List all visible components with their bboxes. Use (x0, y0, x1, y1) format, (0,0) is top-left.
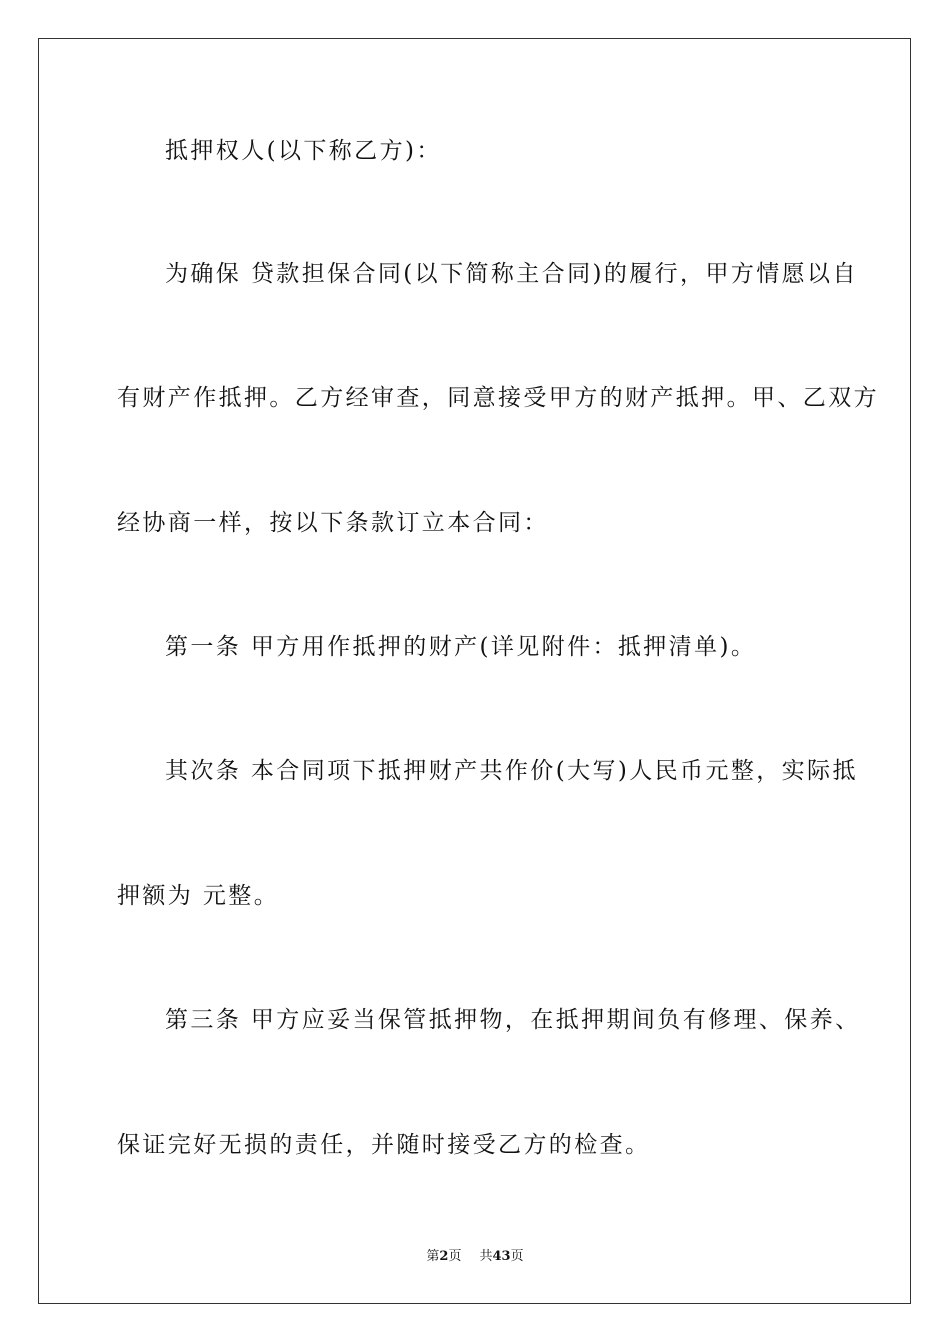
footer-total-suffix: 页 (510, 1249, 524, 1264)
page-border (38, 38, 911, 1304)
page-footer (0, 1248, 950, 1266)
line-article-3b: 保证完好无损的责任，并随时接受乙方的检查。 (117, 1132, 651, 1158)
line-article-2b: 押额为 元整。 (117, 883, 280, 909)
line-preamble-2: 有财产作抵押。乙方经审查，同意接受甲方的财产抵押。甲、乙双方 (117, 385, 879, 411)
footer-page-number: 2 (439, 1249, 449, 1264)
footer-page-prefix: 第 (426, 1249, 440, 1264)
line-article-1: 第一条 甲方用作抵押的财产(详见附件：抵押清单)。 (165, 634, 757, 660)
line-preamble-1: 为确保 贷款担保合同(以下简称主合同)的履行，甲方情愿以自 (165, 261, 858, 287)
footer-total-prefix: 共 (479, 1249, 493, 1264)
footer-page-suffix: 页 (448, 1249, 462, 1264)
line-preamble-3: 经协商一样，按以下条款订立本合同： (117, 510, 549, 536)
line-article-3a: 第三条 甲方应妥当保管抵押物，在抵押期间负有修理、保养、 (165, 1007, 861, 1033)
footer-total-pages: 43 (492, 1249, 511, 1264)
line-mortgagee: 抵押权人(以下称乙方)： (165, 138, 442, 164)
line-article-2a: 其次条 本合同项下抵押财产共作价(大写)人民币元整，实际抵 (165, 758, 858, 784)
